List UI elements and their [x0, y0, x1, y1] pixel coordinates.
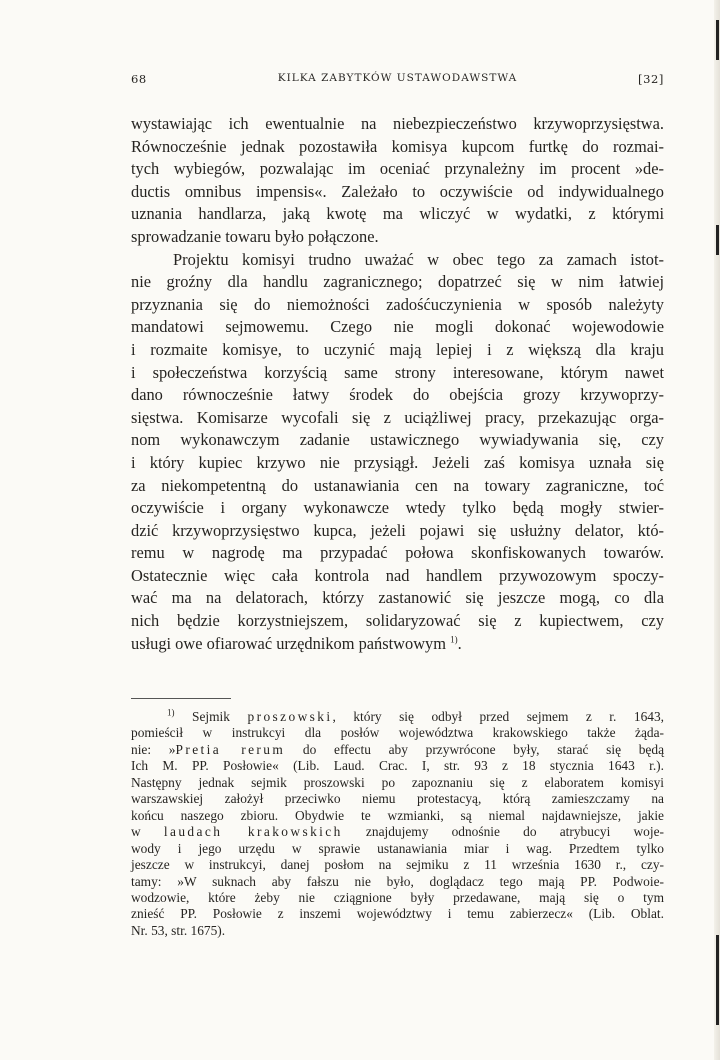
- page-number: 68: [131, 72, 147, 86]
- page-edge-mark: [716, 935, 719, 1025]
- running-head: [131, 72, 664, 90]
- footnote-line: tamy: »W suknach aby fałszu nie było, doglądacz tego mają PP. Podwoie-: [131, 873, 664, 889]
- paragraph-1: [131, 113, 664, 249]
- footnote-line: [131, 824, 664, 840]
- footnote-line: warszawskiej założył przeciwko niemu protestacyą, którą zamieszczamy na: [131, 791, 664, 807]
- text-line: przyznania się do niemożności zadośćuczynienia w sposób należyty: [131, 294, 664, 314]
- text-line: tych wybiegów, pozwalając im oceniać przynależny im procent »de-: [131, 159, 664, 179]
- text-line: wać ma na delatorach, którzy zastanowić się jeszcze mogą, co dla: [131, 588, 664, 608]
- text-line: ductis omnibus impensis«. Zależało to oczywiście od indywidualnego: [131, 181, 664, 201]
- section-marker: [32]: [637, 72, 664, 86]
- footnote-text: w: [131, 824, 164, 840]
- text-line: i rozmaite komisye, to uczynić mają lepiej i z większą dla kraju: [131, 339, 664, 359]
- footnote-line: Ich M. PP. Posłowie« (Lib. Laud. Crac. I, str. 93 z 18 stycznia 1643 r.).: [131, 758, 664, 774]
- page-edge: [714, 0, 720, 1060]
- text-line: nie groźny dla handlu zagranicznego; dopatrzeć się w nim łatwiej: [131, 272, 664, 292]
- text-line: oczywiście i organy wykonawcze wtedy tylko będą mogły stwier-: [131, 498, 664, 518]
- footnote-line: wody i jego urzędu w sprawie ustanawiania miar i wag. Przedtem tylko: [131, 840, 664, 856]
- footnote-marker: 1): [167, 707, 175, 718]
- text-line: sięstwa. Komisarze wycofali się z uciążliwej pracy, przekazując orga-: [131, 407, 664, 427]
- paragraph-2: [131, 249, 664, 656]
- footnote-text: nie: »: [131, 741, 176, 757]
- footnote-line: znieść PP. Posłowie z inszemi województwy i temu zabierzecz« (Lib. Oblat.: [131, 906, 664, 922]
- text-line: uznania handlarza, jaką kwotę ma wliczyć w wydatki, z którymi: [131, 204, 664, 224]
- footnote-line: pomieścił w instrukcyi dla posłów województwa krakowskiego także żąda-: [131, 725, 664, 741]
- text-line: i społeczeństwa korzyścią same strony interesowane, którym nawet: [131, 362, 664, 382]
- page-edge-mark: [716, 20, 719, 60]
- footnote-rule: [131, 698, 231, 699]
- footnote-reference[interactable]: 1): [450, 634, 458, 645]
- footnote-line: [131, 742, 664, 758]
- footnote-text: , który się odbył przed sejmem z r. 1643,: [332, 709, 665, 724]
- text-line: sprowadzanie towaru było połączone.: [131, 226, 379, 246]
- text-line: za niekompetentną do ustanawiania cen na towary zagraniczne, toć: [131, 475, 664, 495]
- text-line: dzić krzywoprzysięstwo kupca, jeżeli pojawi się usłużny delator, któ-: [131, 520, 664, 540]
- footnote-line: jeszcze w instrukcyi, danej posłom na sejmiku z 11 września 1630 r., czy-: [131, 857, 664, 873]
- text-line: nich będzie korzystniejszem, solidaryzować się z kupiectwem, czy: [131, 611, 664, 631]
- footnote-line: końcu naszego zbioru. Obydwie te wzmianki, są niemal najdawniejsze, jakie: [131, 807, 664, 823]
- page-edge-mark: [716, 225, 719, 255]
- text-line: Ostatecznie więc cała kontrola nad handlem przywozowym spoczy-: [131, 565, 664, 585]
- text-line: mandatowi sejmowemu. Czego nie mogli dokonać wojewodowie: [131, 317, 664, 337]
- text-line: remu w nagrodę ma przypadać połowa skonfiskowanych towarów.: [131, 543, 664, 563]
- text-line: nom wykonawczym zadanie ustawicznego wywiadywania się, czy: [131, 430, 664, 450]
- footnote: [131, 709, 664, 939]
- footnote-line: wodzowie, które żeby nie cziągnione były przedawane, mają się o tym: [131, 889, 664, 905]
- spaced-phrase: laudach krakowskich: [163, 824, 343, 840]
- spaced-name: proszowski: [247, 709, 333, 724]
- text-line: Równocześnie jednak pozostawiła komisya kupcom furtkę do rozmai-: [131, 136, 664, 156]
- text-line: i który kupiec krzywo nie przysiągł. Jeżeli zaś komisya uznała się: [131, 452, 664, 472]
- running-title: KILKA ZABYTKÓW USTAWODAWSTWA: [277, 72, 518, 84]
- footnote-line: Następny jednak sejmik proszowski po zapoznaniu się z elaboratem komisyi: [131, 774, 664, 790]
- text-line: dano równocześnie łatwy środek do obejścia grozy krzywoprzy-: [131, 385, 664, 405]
- text-line: Projektu komisyi trudno uważać w obec tego za zamach istot-: [173, 249, 664, 269]
- footnote-line: Nr. 53, str. 1675).: [131, 922, 226, 938]
- footnote-text: Sejmik: [192, 709, 230, 724]
- text-line-content: usługi owe ofiarować urzędnikom państwowym: [131, 633, 446, 653]
- footnote-line: [131, 709, 664, 725]
- text-line: wystawiając ich ewentualnie na niebezpieczeństwo krzywoprzysięstwa.: [131, 114, 664, 133]
- text-line-last: usługi owe ofiarować urzędnikom państwowym $^{1)}$.: [131, 633, 462, 653]
- body-text: [131, 113, 664, 655]
- footnote-text: do effectu aby przywrócone były, starać się będą: [285, 741, 665, 757]
- spaced-phrase: Pretia rerum: [175, 741, 286, 757]
- footnote-text: znajdujemy odnośnie do atrybucyi woje-: [342, 824, 664, 840]
